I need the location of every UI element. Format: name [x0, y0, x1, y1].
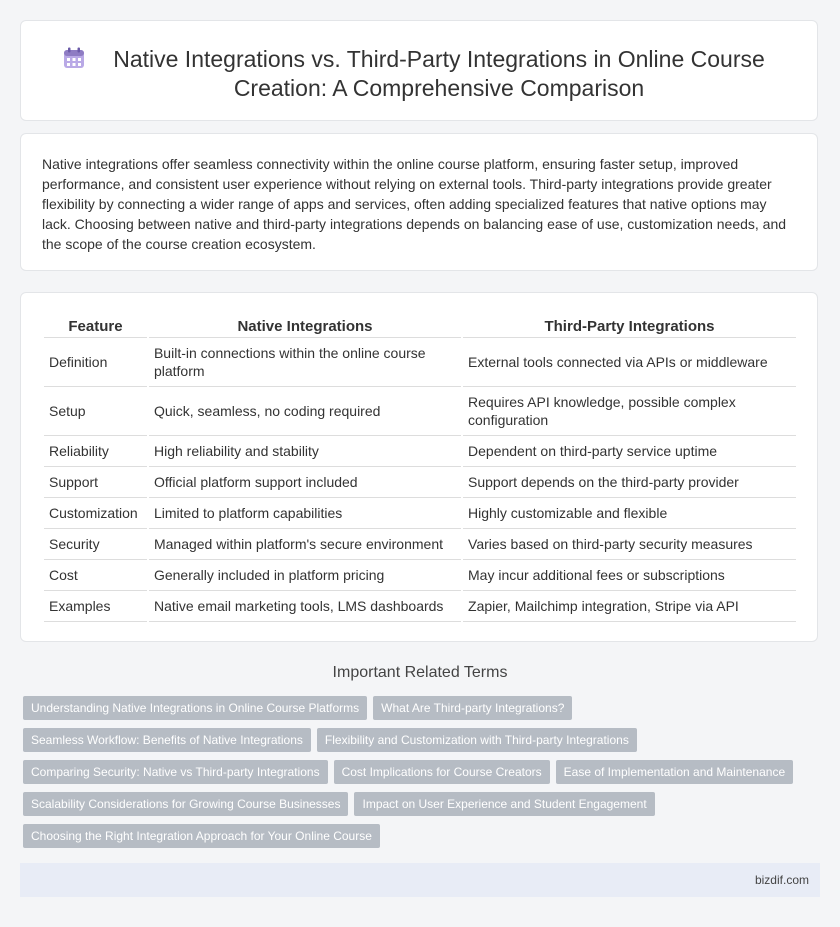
table-row — [44, 436, 796, 467]
footer — [20, 863, 820, 897]
related-term-tag[interactable]: Comparing Security: Native vs Third-party Integrations — [23, 760, 328, 784]
intro-paragraph: Native integrations offer seamless connectivity within the online course platform, ensuring faster setup, improved performance, and consistent user experience without relying on external tools. Third-party integrations provide greater flexibility by connecting a wider range of apps and services, often adding specialized features that native options may lack. Choosing between native and third-party integrations depends on balancing ease of use, customization needs, and the scope of the course creation ecosystem. — [42, 156, 787, 252]
row-third-party: Requires API knowledge, possible complex configuration — [463, 387, 796, 436]
row-native: Limited to platform capabilities — [149, 498, 461, 529]
row-native: Managed within platform's secure environment — [149, 529, 461, 560]
row-third-party: Zapier, Mailchimp integration, Stripe via API — [463, 591, 796, 622]
related-term-tag[interactable]: What Are Third-party Integrations? — [373, 696, 572, 720]
related-terms-list — [23, 696, 813, 856]
comparison-table — [42, 313, 798, 622]
related-term-tag[interactable]: Ease of Implementation and Maintenance — [556, 760, 793, 784]
row-native: Generally included in platform pricing — [149, 560, 461, 591]
header-third-party: Third-Party Integrations — [463, 313, 796, 338]
row-third-party: Highly customizable and flexible — [463, 498, 796, 529]
row-third-party: External tools connected via APIs or middleware — [463, 338, 796, 387]
table-row — [44, 591, 796, 622]
header-feature: Feature — [44, 313, 147, 338]
footer-site-link[interactable]: bizdif.com — [754, 873, 809, 887]
row-feature: Support — [44, 467, 147, 498]
title-card — [20, 20, 818, 121]
table-header-row — [44, 313, 796, 338]
row-native: Built-in connections within the online course platform — [149, 338, 461, 387]
row-native: Quick, seamless, no coding required — [149, 387, 461, 436]
table-row — [44, 498, 796, 529]
row-feature: Setup — [44, 387, 147, 436]
table-row — [44, 529, 796, 560]
related-term-tag[interactable]: Cost Implications for Course Creators — [334, 760, 550, 784]
related-term-tag[interactable]: Choosing the Right Integration Approach for Your Online Course — [23, 824, 380, 848]
page-title: Native Integrations vs. Third-Party Integrations in Online Course Creation: A Comprehensive Comparison — [113, 46, 765, 101]
comparison-table-card — [20, 292, 818, 642]
row-native: High reliability and stability — [149, 436, 461, 467]
row-third-party: May incur additional fees or subscriptions — [463, 560, 796, 591]
row-third-party: Varies based on third-party security measures — [463, 529, 796, 560]
row-feature: Cost — [44, 560, 147, 591]
row-feature: Security — [44, 529, 147, 560]
row-feature: Examples — [44, 591, 147, 622]
table-row — [44, 467, 796, 498]
related-term-tag[interactable]: Understanding Native Integrations in Online Course Platforms — [23, 696, 367, 720]
table-row — [44, 338, 796, 387]
row-feature: Customization — [44, 498, 147, 529]
row-third-party: Dependent on third-party service uptime — [463, 436, 796, 467]
related-term-tag[interactable]: Seamless Workflow: Benefits of Native Integrations — [23, 728, 311, 752]
intro-card — [20, 133, 818, 271]
row-feature: Definition — [44, 338, 147, 387]
related-term-tag[interactable]: Scalability Considerations for Growing Course Businesses — [23, 792, 348, 816]
row-feature: Reliability — [44, 436, 147, 467]
row-third-party: Support depends on the third-party provider — [463, 467, 796, 498]
header-native: Native Integrations — [149, 313, 461, 338]
related-term-tag[interactable]: Impact on User Experience and Student Engagement — [354, 792, 654, 816]
related-term-tag[interactable]: Flexibility and Customization with Third-party Integrations — [317, 728, 637, 752]
table-row — [44, 387, 796, 436]
table-row — [44, 560, 796, 591]
row-native: Native email marketing tools, LMS dashboards — [149, 591, 461, 622]
related-terms-heading: Important Related Terms — [332, 664, 508, 681]
row-native: Official platform support included — [149, 467, 461, 498]
